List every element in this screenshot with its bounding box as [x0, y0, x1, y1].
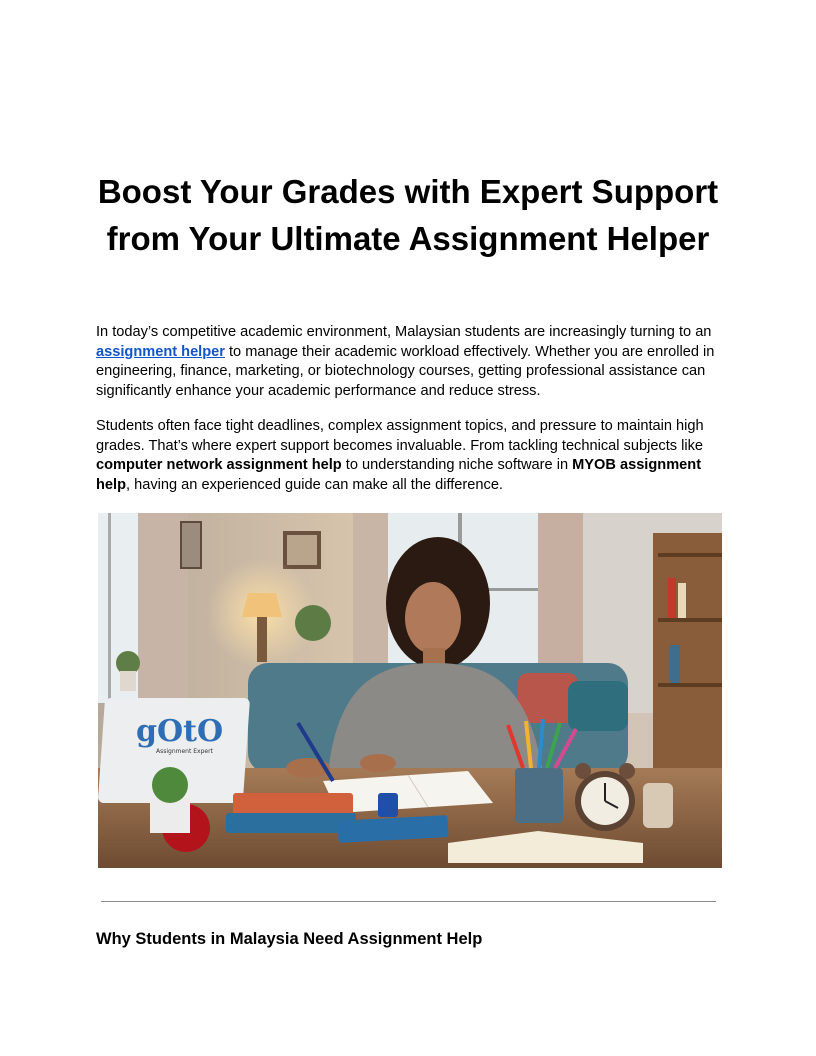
intro-paragraph: [96, 323, 728, 401]
intro-text-before-link: In today’s competitive academic environment, Malaysian students are increasingly turning to an: [96, 324, 712, 340]
horizontal-divider: [101, 901, 716, 902]
second-text-part2: to understanding niche software in: [341, 457, 573, 473]
second-paragraph: [96, 417, 728, 495]
goto-logo-text: gOtO: [136, 714, 224, 749]
hero-image: [98, 513, 722, 868]
page-title: Boost Your Grades with Expert Support from Your Ultimate Assignment Helper: [97, 173, 719, 257]
myob-help-bold: MYOB assignment help: [96, 457, 702, 493]
section-heading: Why Students in Malaysia Need Assignment Help: [96, 930, 483, 948]
second-text-part1: Students often face tight deadlines, complex assignment topics, and pressure to maintain high grades. That’s where expert support becomes invaluable. From tackling technical subjects like: [96, 418, 704, 454]
assignment-helper-link[interactable]: assignment helper: [96, 343, 225, 360]
goto-logo-tagline: Assignment Expert: [156, 748, 213, 755]
intro-text-after-link: to manage their academic workload effectively. Whether you are enrolled in engineering, finance, marketing, or biotechnology courses, getting professional assistance can significantly enhance your academic performance and reduce stress.: [96, 343, 715, 399]
second-text-part3: , having an experienced guide can make all the difference.: [126, 476, 503, 493]
computer-network-help-bold: computer network assignment help: [96, 457, 342, 473]
